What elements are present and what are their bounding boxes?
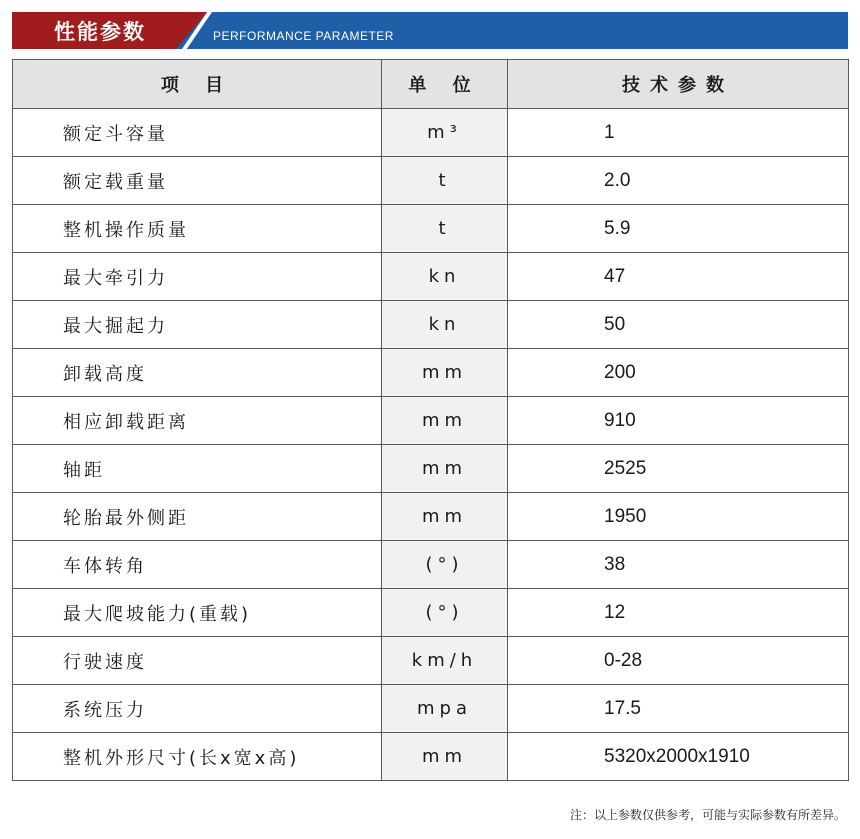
row-unit: m³ — [382, 109, 508, 157]
row-unit: mm — [382, 733, 508, 781]
row-value: 1950 — [508, 493, 849, 541]
section-header — [12, 12, 848, 49]
table-row — [13, 637, 849, 685]
table-row — [13, 349, 849, 397]
row-value: 5.9 — [508, 205, 849, 253]
row-value: 38 — [508, 541, 849, 589]
row-value: 2.0 — [508, 157, 849, 205]
row-item: 系统压力 — [13, 685, 382, 733]
row-unit: km/h — [382, 637, 508, 685]
section-title: 性能参数 — [54, 20, 146, 44]
row-value: 910 — [508, 397, 849, 445]
row-unit: mm — [382, 493, 508, 541]
row-item: 相应卸载距离 — [13, 397, 382, 445]
row-unit: mm — [382, 349, 508, 397]
row-unit: (°) — [382, 589, 508, 637]
table-body — [13, 109, 849, 781]
table-row — [13, 685, 849, 733]
row-value: 1 — [508, 109, 849, 157]
header-unit: 单 位 — [382, 60, 508, 109]
row-unit: mpa — [382, 685, 508, 733]
row-value: 47 — [508, 253, 849, 301]
row-unit: kn — [382, 301, 508, 349]
row-item: 行驶速度 — [13, 637, 382, 685]
table-row — [13, 445, 849, 493]
table-row — [13, 733, 849, 781]
row-item: 卸载高度 — [13, 349, 382, 397]
table-header-row — [13, 60, 849, 109]
row-item: 额定载重量 — [13, 157, 382, 205]
row-value: 12 — [508, 589, 849, 637]
table-row — [13, 253, 849, 301]
table-row — [13, 589, 849, 637]
row-item: 最大爬坡能力(重载) — [13, 589, 382, 637]
row-item: 轴距 — [13, 445, 382, 493]
row-unit: mm — [382, 397, 508, 445]
row-value: 0-28 — [508, 637, 849, 685]
performance-table — [12, 59, 849, 781]
row-unit: t — [382, 157, 508, 205]
row-unit: t — [382, 205, 508, 253]
table-row — [13, 109, 849, 157]
row-item: 最大掘起力 — [13, 301, 382, 349]
header-value: 技术参数 — [508, 60, 849, 109]
row-unit: (°) — [382, 541, 508, 589]
row-value: 2525 — [508, 445, 849, 493]
header-item: 项 目 — [13, 60, 382, 109]
table-row — [13, 541, 849, 589]
row-value: 17.5 — [508, 685, 849, 733]
row-value: 50 — [508, 301, 849, 349]
row-value: 200 — [508, 349, 849, 397]
table-row — [13, 157, 849, 205]
row-unit: mm — [382, 445, 508, 493]
row-item: 车体转角 — [13, 541, 382, 589]
section-subtitle: PERFORMANCE PARAMETER — [213, 29, 394, 43]
row-item: 额定斗容量 — [13, 109, 382, 157]
footnote: 注：以上参数仅供参考，可能与实际参数有所差异。 — [569, 808, 846, 822]
table-row — [13, 493, 849, 541]
table-row — [13, 205, 849, 253]
row-item: 整机外形尺寸(长x宽x高) — [13, 733, 382, 781]
row-item: 轮胎最外侧距 — [13, 493, 382, 541]
row-unit: kn — [382, 253, 508, 301]
row-item: 最大牵引力 — [13, 253, 382, 301]
row-value: 5320x2000x1910 — [508, 733, 849, 781]
row-item: 整机操作质量 — [13, 205, 382, 253]
table-row — [13, 397, 849, 445]
table-row — [13, 301, 849, 349]
